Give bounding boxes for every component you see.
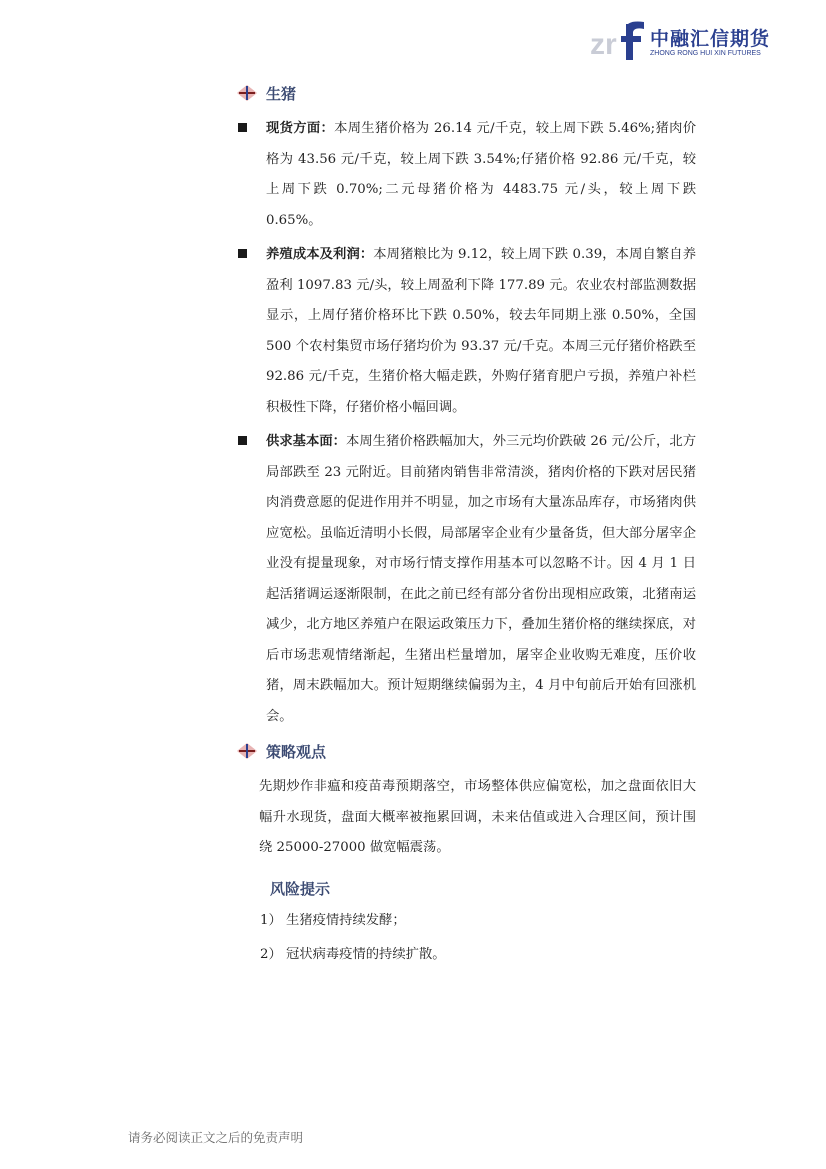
footer-disclaimer: 请务必阅读正文之后的免责声明 [128,1130,304,1145]
item-text: 本周生猪价格为 26.14 元/千克，较上周下跌 5.46%;猪肉价格为 43.56 元/千克，较上周下跌 3.54%;仔猪价格 92.86 元/千克，较上周下跌 0.70%;二元母猪价格为 4483.75 元/头，较上周下跌 0.65%。 [266,121,696,228]
section-heading-strategy [236,736,696,766]
list-item [236,240,696,423]
logo-english-name: ZHONG RONG HUI XIN FUTURES [650,50,761,57]
risk-title: 风险提示 [270,879,331,898]
risk-item: 1） 生猪疫情持续发酵； [260,912,406,928]
risk-item: 2） 冠状病毒疫情的持续扩散。 [260,946,446,962]
item-lead: 养殖成本及利润： [266,247,374,262]
item-text: 本周猪粮比为 9.12，较上周下跌 0.39，本周自繁自养盈利 1097.83 元/头，较上周盈利下降 177.89 元。农业农村部监测数据显示，上周仔猪价格环比下跌 0.50%，较去年同期上涨 0.50%，全国 500 个农村集贸市场仔猪均价为 93.37 元/千克。本周三元仔猪价格跌至 92.86 元/千克，生猪价格大幅走跌，外购仔猪育肥户亏损，养殖户补栏积极性下降，仔猪价格小幅回调。 [266,247,697,415]
section-heading-pig [236,78,696,108]
square-bullet-icon [238,436,247,445]
item-lead: 供求基本面： [266,434,347,449]
list-item [236,427,696,732]
strategy-paragraph [236,772,696,864]
zrf-logo-icon [590,20,648,62]
company-logo [590,20,790,62]
item-lead: 现货方面： [266,121,335,136]
report-content [236,78,696,972]
strategy-text: 先期炒作非瘟和疫苗毒预期落空，市场整体供应偏宽松，加之盘面依旧大幅升水现货，盘面大概率被拖累回调，未来估值或进入合理区间，预计围绕 25000-27000 做宽幅震荡。 [259,779,696,855]
diamond-bullet-icon [236,742,258,760]
diamond-bullet-icon [236,84,258,102]
list-item [236,114,696,236]
svg-text:zr: zr [590,28,617,61]
logo-chinese-name: 中融汇信期货 [650,28,771,50]
square-bullet-icon [238,249,247,258]
square-bullet-icon [238,123,247,132]
section-title: 策略观点 [266,742,327,761]
item-text: 本周生猪价格跌幅加大，外三元均价跌破 26 元/公斤，北方局部跌至 23 元附近。目前猪肉销售非常清淡，猪肉价格的下跌对居民猪肉消费意愿的促进作用并不明显，加之市场有大量冻品库存，市场猪肉供应宽松。虽临近清明小长假，局部屠宰企业有少量备货，但大部分屠宰企业没有提量现象，对市场行情支撑作用基本可以忽略不计。因 4 月 1 日起活猪调运逐渐限制，在此之前已经有部分省份出现相应政策，北猪南运减少，北方地区养殖户在限运政策压力下，叠加生猪价格的继续探底，对后市场悲观情绪渐起，生猪出栏量增加，屠宰企业收购无难度，压价收猪，周末跌幅加大。预计短期继续偏弱为主，4 月中旬前后开始有回涨机会。 [266,434,696,724]
section-title: 生猪 [266,84,297,103]
